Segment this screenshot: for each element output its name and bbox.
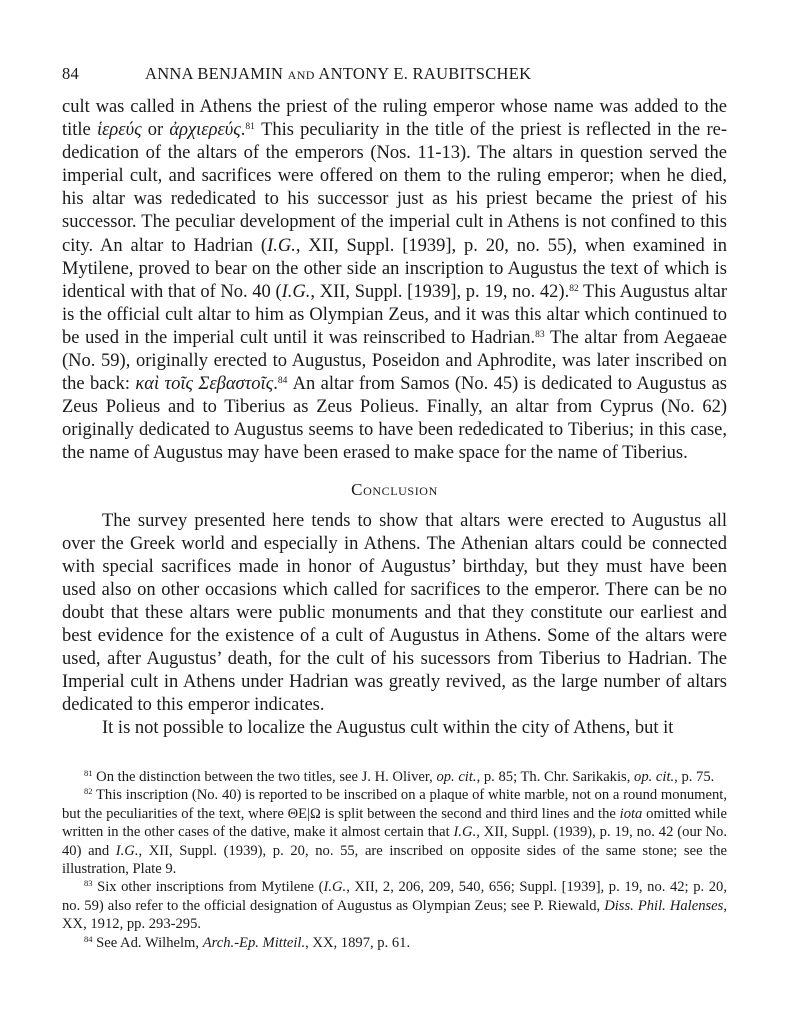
footnote-ref-81[interactable]: 81 — [245, 122, 255, 133]
author-1: ANNA BENJAMIN — [145, 64, 284, 83]
text-run: , XII, Suppl. (1939), p. 20, no. 55, are inscribed on opposite sides of the same stone; see the illustration, Plate 9. — [62, 842, 727, 878]
text-run: See Ad. Wilhelm, — [92, 934, 203, 951]
text-run: , p. 85; Th. Chr. Sarikakis, — [476, 769, 635, 785]
footnote-ref-82[interactable]: 82 — [569, 283, 579, 294]
author-2: ANTONY E. RAUBITSCHEK — [318, 64, 532, 83]
section-heading: Conclusion — [351, 479, 438, 499]
journal-title: Diss. Phil. Halenses — [604, 897, 724, 914]
greek-term: καὶ τοῖς Σεβαστοῖς — [135, 374, 274, 395]
running-title — [145, 64, 531, 84]
text-run: . — [240, 120, 246, 141]
text-run: An altar from Samos (No. 45) is dedicated to Augustus as Zeus Polieus and to Tiberius as Zeus Polieus. Finally, an altar from Cyprus (No. 62) originally dedicated to Augustus seems to have been rededicated to Tiberius; in this case, the name of Augustus may have been erased to make space for the name of Tiberius. — [62, 374, 727, 464]
citation-abbrev: I.G. — [453, 824, 477, 841]
text-run: This inscription (No. 40) is reported to be inscribed on a plaque of white marble, not on a round monument, but the peculiarities of the text, where ΘΕ|Ω is split between the second and third lines and the — [62, 787, 727, 822]
text-run: or — [141, 120, 170, 141]
and-word: AND — [287, 68, 315, 82]
footnote-ref-83[interactable]: 83 — [535, 329, 545, 340]
footnote-82 — [62, 786, 727, 878]
text-run: omitted while written in the other cases of the dative, make it almost certain that — [62, 805, 727, 841]
citation-abbrev: I.G. — [281, 281, 311, 302]
text-run: This peculiarity in the title of the priest is reflected in the re-dedication of the altars of the emperors (Nos. 11-13). The altars in question served the imperial cult, and sacrifices were offered on them to the ruling emperor; when he died, his altar was rededicated to his successor just as his priest became the priest of his successor. The peculiar development of the imperial cult in Athens is not confined to this city. An altar to Hadrian ( — [62, 120, 727, 256]
footnote-84 — [62, 934, 727, 952]
running-header — [62, 64, 727, 86]
citation-abbrev: op. cit. — [436, 769, 477, 785]
paragraph-continuation — [62, 96, 727, 466]
citation-abbrev: op. cit. — [634, 769, 675, 785]
text-run: This Augustus altar is the official cult altar to him as Olympian Zeus, and it was this altar which continued to be used in the imperial cult until it was reinscribed to Hadrian. — [62, 281, 728, 348]
footnote-81 — [62, 768, 727, 786]
citation-abbrev: I.G. — [323, 879, 347, 896]
text-run: cult was called in Athens the priest of the ruling emperor whose name was added to the title — [62, 97, 727, 141]
text-run: Six other inscriptions from Mytilene ( — [92, 879, 324, 896]
greek-term: ἱερεύς — [96, 120, 142, 141]
main-text — [62, 96, 727, 741]
paragraph-conclusion-1: The survey presented here tends to show that altars were erected to Augustus all over the Greek world and especially in Athens. The Athenian altars could be connected with special sacrifices made in honor of Augustus’ birthday, but they must have been used also on other occasions which called for sacrifices to the emperor. There can be no doubt that these altars were public monuments and that they constitute our earliest and best evidence for the existence of a cult of Augustus in Athens. Some of the altars were used, after Augustus’ death, for the cult of his sucessors from Tiberius to Hadrian. The Imperial cult in Athens under Hadrian was greatly revived, as the large number of altars dedicated to this emperor indicates. — [62, 510, 727, 716]
journal-title: Arch.-Ep. Mitteil. — [202, 934, 306, 951]
footnotes — [62, 768, 727, 952]
footnote-number: 84 — [84, 933, 93, 944]
text-run: , p. 75. — [674, 769, 715, 785]
greek-term: ἀρχιερεύς — [169, 120, 241, 141]
text-run: , XX, 1912, pp. 293-295. — [62, 897, 727, 933]
footnote-number: 81 — [84, 768, 93, 778]
citation-abbrev: I.G. — [267, 235, 296, 256]
footnote-83 — [62, 878, 727, 933]
footnote-number: 83 — [84, 878, 93, 889]
text-run: On the distinction between the two titles, see J. H. Oliver, — [92, 769, 437, 785]
text-run: , XII, 2, 206, 209, 540, 656; Suppl. [1939], p. 19, no. 42; p. 20, no. 59) also refer to the official designation of Augustus as Olympian Zeus; see P. Riewald, — [62, 879, 727, 914]
italic-term: iota — [619, 805, 643, 822]
citation-abbrev: I.G. — [115, 842, 139, 859]
text-run: , XII, Suppl. [1939], p. 19, no. 42). — [310, 281, 570, 302]
footnote-number: 82 — [84, 786, 93, 797]
text-run: , XII, Suppl. [1939], p. 20, no. 55), when examined in Mytilene, proved to bear on the other side an inscription to Augustus the text of which is identical with that of No. 40 ( — [62, 235, 727, 302]
text-run: The altar from Aegaeae (No. 59), originally erected to Augustus, Poseidon and Aphrodite, was later inscribed on the back: — [62, 327, 727, 395]
paragraph-conclusion-2: It is not possible to localize the Augustus cult within the city of Athens, but it — [102, 718, 674, 739]
text-run: . — [273, 374, 278, 395]
page-number: 84 — [62, 64, 80, 83]
text-run: , XII, Suppl. (1939), p. 19, no. 42 (our No. 40) and — [62, 824, 727, 859]
footnote-ref-84[interactable]: 84 — [277, 376, 288, 387]
text-run: , XX, 1897, p. 61. — [305, 934, 411, 951]
